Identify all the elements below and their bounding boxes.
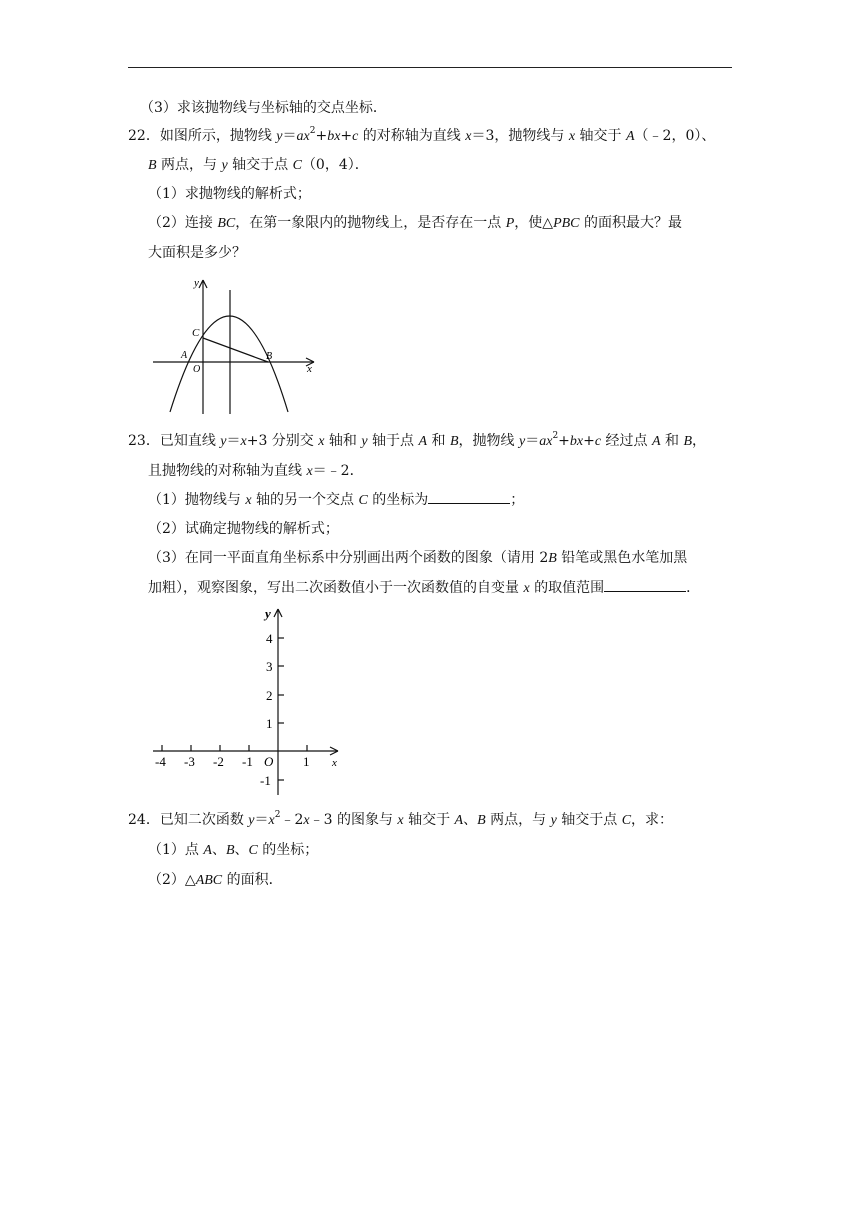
fig-label-y: y bbox=[194, 277, 199, 289]
x-tick-label: -1 bbox=[242, 754, 253, 769]
q23-part2: （2）试确定抛物线的解析式； bbox=[148, 521, 339, 537]
x-tick-label: 1 bbox=[303, 754, 310, 769]
header-rule bbox=[128, 67, 732, 68]
answer-blank-2[interactable] bbox=[604, 578, 686, 592]
parabola-curve bbox=[170, 316, 288, 412]
q23-line1: 23．已知直线 y＝x+3 分别交 x 轴和 y 轴于点 A 和 B，抛物线 $y=ax^2+bx+c$ 经过点 A 和 B， bbox=[128, 431, 707, 449]
q23-part3-line2: 加粗），观察图象，写出二次函数值小于一次函数值的自变量 x 的取值范围 ． bbox=[148, 580, 701, 596]
q22-part1: （1）求抛物线的解析式； bbox=[148, 186, 311, 202]
q22-line1: 22．如图所示，抛物线 $y=ax^2+bx+c$ 的对称轴为直线 x＝3，抛物线与 x 轴交于 A（﹣2，0）、 bbox=[128, 126, 716, 144]
q22-parabola-figure bbox=[148, 272, 328, 417]
q23-number: 23． bbox=[128, 433, 160, 449]
q22-part2-line2: 大面积是多少？ bbox=[148, 245, 246, 261]
q23-part3-line1: （3）在同一平面直角坐标系中分别画出两个函数的图象（请用 2B 铅笔或黑色水笔加黑 bbox=[148, 550, 688, 566]
q23-line2: 且抛物线的对称轴为直线 x＝﹣2． bbox=[148, 463, 364, 479]
q24-number: 24． bbox=[128, 812, 160, 828]
q24-line1: 24．已知二次函数 $y=x^2﹣2x﹣3$ 的图象与 x 轴交于 A、B 两点，与 y 轴交于点 C，求： bbox=[128, 810, 674, 828]
grid-label-y: y bbox=[265, 606, 271, 621]
q24-part1: （1）点 A、B、C 的坐标； bbox=[148, 842, 319, 858]
y-tick-label: -1 bbox=[260, 773, 271, 788]
fig-label-o: O bbox=[193, 364, 201, 375]
fig-label-x: x bbox=[307, 363, 312, 375]
fig-label-c: C bbox=[192, 327, 200, 339]
x-tick-label: -4 bbox=[155, 754, 166, 769]
fig-label-b: B bbox=[266, 351, 273, 362]
q23-part1: （1）抛物线与 x 轴的另一个交点 C 的坐标为 ； bbox=[148, 492, 525, 508]
q24-part2: （2）△ABC 的面积． bbox=[148, 872, 283, 888]
y-tick-label: 3 bbox=[266, 659, 273, 674]
grid-label-o: O bbox=[264, 754, 274, 769]
y-tick-label: 2 bbox=[266, 688, 273, 703]
y-tick-label: 4 bbox=[266, 631, 273, 646]
prev-question-part3: （3）求该抛物线与坐标轴的交点坐标． bbox=[140, 100, 387, 116]
fig-label-a: A bbox=[181, 350, 188, 361]
answer-blank-1[interactable] bbox=[428, 490, 510, 504]
q23-coordinate-grid bbox=[148, 603, 348, 798]
y-tick-label: 1 bbox=[266, 716, 273, 731]
q22-part2: （2）连接 BC，在第一象限内的抛物线上，是否存在一点 P，使△PBC 的面积最大？最 bbox=[148, 215, 682, 231]
grid-label-x: x bbox=[332, 757, 337, 769]
x-tick-label: -2 bbox=[213, 754, 224, 769]
q22-number: 22． bbox=[128, 128, 160, 144]
q22-line2: B 两点，与 y 轴交于点 C（0，4）． bbox=[148, 157, 369, 173]
x-tick-label: -3 bbox=[184, 754, 195, 769]
segment-bc bbox=[203, 338, 268, 362]
